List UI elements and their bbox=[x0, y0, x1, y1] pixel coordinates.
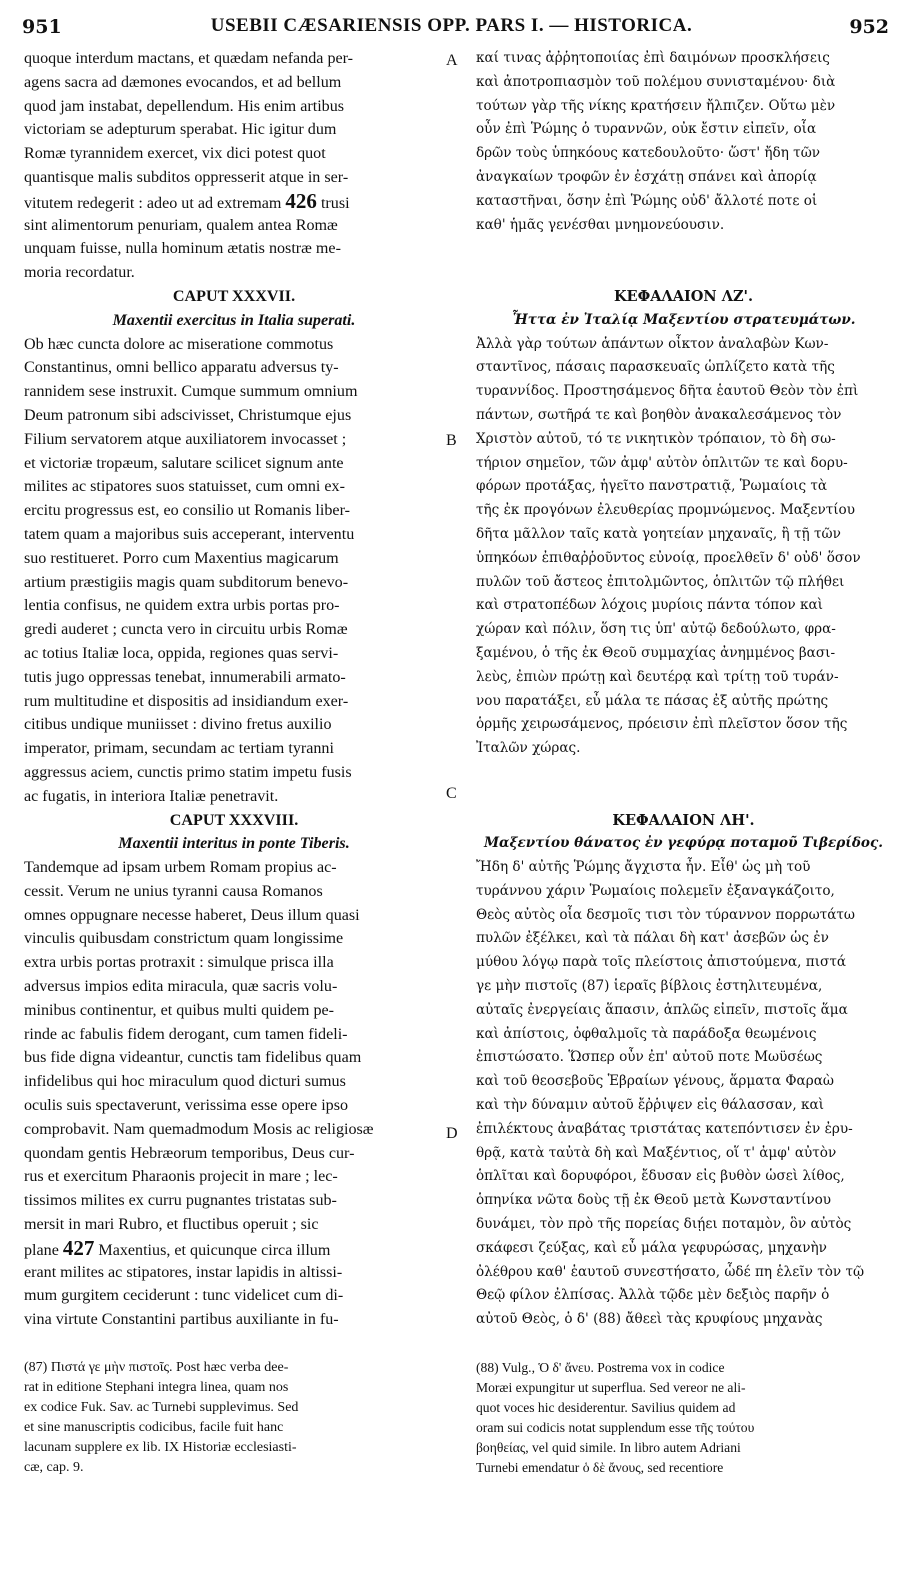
greek-text-line: τῆς ἐκ προγόνων ἐλευθερίας προμνώμενος. Μαξεντίου bbox=[476, 502, 856, 519]
latin-text-line: tatem quam a majoribus suis acceperant, interventu bbox=[24, 525, 355, 543]
latin-text-line: oculis suis spectaverunt, verissima esse opere ipso bbox=[24, 1097, 349, 1115]
greek-text-line: καὶ τοῦ θεοσεβοῦς Ἑβραίων γένους, ἅρματα Φαραὼ bbox=[476, 1073, 834, 1090]
page-number-right: 952 bbox=[849, 16, 889, 38]
greek-text-line: θρᾷ, κατὰ ταὐτὰ δὴ καὶ Μαξέντιος, οἵ τ' ἀμφ' αὐτὸν bbox=[476, 1144, 837, 1161]
greek-text-line: πυλῶν ἐξέλκει, καὶ τὰ πάλαι δὴ κατ' ἀσεβῶν ὡς ἐν bbox=[476, 930, 829, 947]
latin-column bbox=[24, 47, 444, 1332]
footnote-line: et sine manuscriptis codicibus, facile fuit hanc bbox=[24, 1420, 284, 1435]
latin-text-line: bus fide digna videantur, cunctis tam fidelibus quam bbox=[24, 1049, 362, 1067]
latin-text-line: ac fugatis, in interiora Italiæ penetravit. bbox=[24, 787, 279, 805]
latin-text-line: citibus undique muniisset : divino fretus auxilio bbox=[24, 716, 332, 734]
greek-text-line: ὀλέθρου καθ' ἑαυτοῦ συνεστήσατο, ὧδέ πη ἑλεῖν τὸν τῷ bbox=[476, 1263, 865, 1280]
greek-spacer bbox=[476, 785, 891, 809]
latin-text-line: Ob hæc cuncta dolore ac miseratione commotus bbox=[24, 335, 334, 353]
greek-text-line: Ἀλλὰ γὰρ τούτων ἁπάντων οἶκτον ἀναλαβὼν Κων- bbox=[476, 335, 829, 352]
greek-text-line: καί τινας ἀῤῥητοποιίας ἐπὶ δαιμόνων προσκλήσεις bbox=[476, 50, 830, 66]
latin-text-line bbox=[24, 1237, 444, 1261]
latin-text-line: milites ac stipatores suos statuisset, cum omni ex- bbox=[24, 478, 345, 496]
latin-text-line: vina virtute Constantini partibus auxiliante in fu- bbox=[24, 1311, 339, 1329]
latin-text-line: victoriam se adepturum sperabat. Hic igitur dum bbox=[24, 121, 337, 139]
line-segment: vitutem redegerit : adeo ut ad extremam bbox=[24, 194, 286, 212]
latin-text-line: artium præstigiis magis quam subditorum benevo- bbox=[24, 573, 349, 591]
latin-chapter-heading: CAPUT XXXVII. bbox=[172, 287, 296, 305]
latin-text-line: imperator, primam, secundam ac tertiam tyranni bbox=[24, 740, 334, 758]
latin-text-line: mum gurgitem ceciderunt : tunc videlicet cum di- bbox=[24, 1287, 344, 1305]
greek-column bbox=[476, 47, 891, 1332]
greek-text-line: δῆτα μᾶλλον ταῖς κατὰ γοητείαν μηχαναῖς, ἢ τῇ τῶν bbox=[476, 525, 841, 542]
footnote-line: Turnebi emendatur ὁ δὲ ἄνους, sed recentiore bbox=[476, 1460, 724, 1475]
latin-text-line: minibus continentur, et quibus multi quidem pe- bbox=[24, 1001, 335, 1019]
page-header bbox=[0, 10, 903, 44]
latin-text-line: Filium servatorem atque auxiliatorem invocasset ; bbox=[24, 430, 347, 448]
greek-text-line: ἐπιλέκτους ἀναβάτας τριστάτας κατεπόντισεν ἐν ἐρυ- bbox=[476, 1120, 853, 1137]
greek-text-line: φόρων προτάξας, ἡγεῖτο πανστρατιᾷ, Ῥωμαίοις τὰ bbox=[476, 478, 828, 495]
margin-marker-d: D bbox=[446, 1125, 458, 1142]
latin-text-line: tissimos milites ex curru pugnantes tristatas sub- bbox=[24, 1192, 337, 1210]
latin-text-line: quod jam instabat, depellendum. His enim artibus bbox=[24, 97, 345, 115]
footnote-line: lacunam supplere ex lib. IX Historiæ ecclesiasti- bbox=[24, 1440, 297, 1455]
greek-text-line: καὶ στρατοπέδων λόχοις μυρίοις πάντα τόπον καὶ bbox=[476, 597, 823, 614]
footnote-line: oram sui codicis notat supplendum esse τῆς τούτου bbox=[476, 1420, 755, 1435]
latin-text-line: moria recordatur. bbox=[24, 264, 135, 282]
latin-chapter-heading: CAPUT XXXVIII. bbox=[169, 811, 299, 829]
greek-text-line: Ἰταλῶν χώρας. bbox=[476, 740, 581, 757]
latin-text-line: aggressus aciem, cunctis primo statim impetu fusis bbox=[24, 763, 352, 781]
running-title: USEBII CÆSARIENSIS OPP. PARS I. — HISTORICA. bbox=[210, 15, 693, 36]
footnote-line: (88) Vulg., Ὁ δ' ἄνευ. Postrema vox in codice bbox=[476, 1360, 725, 1375]
latin-text-line: tutis jugo oppressas tenebat, innumerabili armato- bbox=[24, 668, 346, 686]
greek-text-line: καὶ ἀποτροπιασμὸν τοῦ πολέμου συνισταμένου· διὰ bbox=[476, 73, 836, 90]
latin-text-line: rum multitudine et dispositis ad insidiandum exer- bbox=[24, 692, 349, 710]
greek-text-line: μύθου λόγῳ παρὰ τοῖς πλείστοις ἀπιστούμενα, πιστά bbox=[476, 954, 847, 971]
latin-text-line: rus et exercitum Pharaonis projecit in mare ; lec- bbox=[24, 1168, 338, 1186]
greek-text-line: καὶ ἀπίστοις, ὀφθαλμοῖς τὰ παράδοξα θεωμένοις bbox=[476, 1025, 817, 1042]
latin-text-line: unquam fuisse, nulla hominum ætatis nostræ me- bbox=[24, 240, 341, 258]
greek-text-line: καθ' ἡμᾶς γενέσθαι μνημονεύουσιν. bbox=[476, 216, 725, 233]
greek-text-line: λεὺς, ἐπιὼν πρώτῃ καὶ δευτέρᾳ καὶ τρίτῃ τοῦ τυράν- bbox=[476, 668, 839, 685]
greek-text-line: χώραν καὶ πόλιν, ὅση τις ὑπ' αὐτῷ δεδούλωτο, φρα- bbox=[476, 621, 836, 638]
greek-chapter-heading: ΚΕΦΑΛΑΙΟΝ ΛΗ'. bbox=[612, 811, 755, 829]
footnote-right bbox=[476, 1358, 891, 1478]
section-number: 426 bbox=[285, 189, 317, 213]
latin-text-line: gredi auderet ; cuncta vero in circuitu urbis Romæ bbox=[24, 621, 348, 639]
greek-chapter-subtitle: Ἧττα ἐν Ἰταλίᾳ Μαξεντίου στρατευμάτων. bbox=[511, 311, 856, 328]
greek-chapter-heading: ΚΕΦΑΛΑΙΟΝ ΛΖ'. bbox=[613, 287, 754, 305]
latin-text-line: Romæ tyrannidem exercet, vix dici potest quot bbox=[24, 145, 326, 163]
margin-marker-c: C bbox=[446, 785, 457, 802]
latin-text-line: suo restitueret. Porro cum Maxentius magicarum bbox=[24, 549, 339, 567]
latin-text-line: infidelibus qui hoc miraculum quod dicturi sumus bbox=[24, 1073, 346, 1091]
greek-text-line: δυνάμει, τὸν πρὸ τῆς πορείας διῄει ποταμὸν, ὃν αὐτὸς bbox=[476, 1216, 852, 1233]
greek-chapter-subtitle: Μαξεντίου θάνατος ἐν γεφύρᾳ ποταμοῦ Τιβερίδος. bbox=[483, 835, 884, 852]
latin-text-line: extra urbis portas protraxit : simulque prisca illa bbox=[24, 954, 334, 972]
greek-text-line: Θεῷ φίλον ἐλπίσας. Ἀλλὰ τῷδε μὲν δεξιὸς παρῆν ὁ bbox=[476, 1287, 830, 1304]
footnote-line: quot voces hic desiderentur. Savilius quidem ad bbox=[476, 1400, 736, 1415]
latin-text-line: lentia confisus, ne quidem extra urbis portas pro- bbox=[24, 597, 340, 615]
latin-text-line: Tandemque ad ipsam urbem Romam propius ac- bbox=[24, 859, 337, 877]
greek-text-line: ὁπηνίκα νῶτα δοὺς τῇ ἐκ Θεοῦ μετὰ Κωνσταντίνου bbox=[476, 1192, 832, 1209]
greek-text-line: σκάφεσι ζεύξας, καὶ εὖ μάλα γεφυρώσας, μηχανὴν bbox=[476, 1239, 827, 1256]
greek-text-line: ὁπλῖται καὶ δορυφόροι, ἔδυσαν εἰς βυθὸν ὡσεὶ λίθος, bbox=[476, 1168, 845, 1185]
greek-text-line: ἐπιστώσατο. Ὥσπερ οὖν ἐπ' αὐτοῦ ποτε Μωϋσέως bbox=[476, 1049, 823, 1066]
greek-text-line: νου παρατάξει, εὖ μάλα τε πάσας ἐξ αὐτῆς πρώτης bbox=[476, 692, 829, 709]
greek-text-line: καὶ τὴν δύναμιν αὐτοῦ ἔῤῥιψεν εἰς θάλασσαν, καὶ bbox=[476, 1097, 824, 1114]
greek-text-line: σταντῖνος, πάσαις παρασκευαῖς ὡπλίζετο κατὰ τῆς bbox=[476, 359, 835, 376]
greek-text-line: πάντων, σωτῆρά τε καὶ βοηθὸν ἀνακαλεσάμενος τὸν bbox=[476, 406, 842, 423]
latin-text-line: quondam gentis Hebræorum temporibus, Deus cur- bbox=[24, 1144, 355, 1162]
footnote-line: (87) Πιστά γε μὴν πιστοῖς. Post hæc verba dee- bbox=[24, 1360, 289, 1375]
greek-text-line: τήριον σημεῖον, τῶν ἀμφ' αὐτὸν ὁπλιτῶν τε καὶ δορυ- bbox=[476, 454, 848, 471]
greek-text-line: δρῶν τοὺς ὑπηκόους κατεδουλοῦτο· ὥστ' ἤδη τῶν bbox=[476, 145, 821, 162]
greek-text-line: Χριστὸν αὐτοῦ, τό τε νικητικὸν τρόπαιον, τὸ δὴ σω- bbox=[476, 430, 836, 447]
latin-text-line: rinde ac fabulis fidem derogant, cum tamen fideli- bbox=[24, 1025, 348, 1043]
greek-text-line: ξαμένου, ὁ τῆς ἐκ Θεοῦ συμμαχίας ἀνημμένος βασι- bbox=[476, 644, 836, 661]
latin-text-line bbox=[24, 190, 444, 214]
footnote-line: rat in editione Stephani integra linea, quam nos bbox=[24, 1380, 289, 1395]
line-segment: Maxentius, et quicunque circa illum bbox=[94, 1241, 331, 1259]
latin-text-line: quantisque malis subditos oppresserit atque in ser- bbox=[24, 168, 349, 186]
latin-text-line: comprobavit. Nam quemadmodum Mosis ac religiosæ bbox=[24, 1120, 374, 1138]
margin-marker-b: B bbox=[446, 432, 457, 449]
footnote-left bbox=[24, 1358, 444, 1478]
greek-text-line: τούτων γὰρ τῆς νίκης κρατήσειν ἤλπιζεν. Οὕτω μὲν bbox=[476, 97, 836, 114]
latin-text-line: omnes oppugnare necesse haberet, Deus illum quasi bbox=[24, 906, 360, 924]
latin-text-line: vinculis quibusdam constrictum quam longissime bbox=[24, 930, 344, 948]
greek-text-line: ἀναγκαίων τροφῶν ἐν ἐσχάτῃ σπάνει καὶ ἀπορίᾳ bbox=[476, 168, 817, 185]
latin-text-line: Deum patronum sibi adscivisset, Christumque ejus bbox=[24, 406, 352, 424]
line-segment: trusi bbox=[316, 194, 350, 212]
section-number: 427 bbox=[62, 1236, 95, 1260]
page-number-left: 951 bbox=[22, 16, 62, 38]
greek-spacer bbox=[476, 261, 891, 285]
latin-text-line: et victoriæ tropæum, salutare scilicet signum ante bbox=[24, 454, 344, 472]
greek-text-line: γε μὴν πιστοῖς (87) ἱεραῖς βίβλοις ἐστηλιτευμένα, bbox=[476, 978, 823, 995]
greek-text-line: Θεὸς αὐτὸς οἷα δεσμοῖς τισι τὸν τύραννον πορρωτάτω bbox=[476, 906, 856, 923]
greek-text-line: τυραννίδος. Προστησάμενος δῆτα ἑαυτοῦ Θεὸν τὸν ἐπὶ bbox=[476, 383, 859, 400]
greek-text-line: καταστῆναι, ὅσην ἐπὶ Ῥώμης οὐδ' ἄλλοτέ ποτε οἱ bbox=[476, 192, 818, 209]
latin-text-line: sint alimentorum penuriam, qualem antea Romæ bbox=[24, 216, 338, 234]
footnote-line: Moræi expungitur ut superflua. Sed vereor ne ali- bbox=[476, 1380, 746, 1395]
greek-spacer bbox=[476, 761, 891, 785]
latin-text-line: ercitu progressus est, eo consilio ut Romanis liber- bbox=[24, 502, 350, 520]
footnote-line: cæ, cap. 9. bbox=[24, 1460, 84, 1475]
latin-text-line: agens sacra ad dæmones evocandos, et ad bellum bbox=[24, 73, 342, 91]
greek-text-line: αὐταῖς ἐνεργείαις ἅπασιν, ἁπλῶς εἰπεῖν, πιστοῖς ἅμα bbox=[476, 1001, 848, 1018]
greek-text-line: αὐτοῦ Θεὸς, ὁ δ' (88) ἄθεεὶ τὰς κρυφίους μηχανὰς bbox=[476, 1311, 823, 1328]
latin-text-line: rannidem sese instruxit. Cumque summum omnium bbox=[24, 383, 358, 401]
greek-text-line: ὑπηκόων ἐπιθαῤῥοῦντος εὐνοίᾳ, προελθεῖν δ' οὐδ' ὅσον bbox=[476, 549, 861, 566]
greek-spacer bbox=[476, 237, 891, 261]
greek-text-line: πυλῶν τοῦ ἄστεος ἐπιτολμῶντος, ὁπλιτῶν τῷ πλήθει bbox=[476, 573, 845, 590]
greek-text-line: Ἤδη δ' αὐτῆς Ῥώμης ἄγχιστα ἦν. Εἶθ' ὡς μὴ τοῦ bbox=[476, 859, 811, 876]
latin-text-line: adversus impios edita miracula, quæ sacris volu- bbox=[24, 978, 338, 996]
footnote-line: βοηθείας, vel quid simile. In libro autem Adriani bbox=[476, 1440, 741, 1455]
greek-text-line: ὁρμῆς χειρωσάμενος, πρόεισιν ἐπὶ πλεῖστον ὅσον τῆς bbox=[476, 716, 848, 733]
greek-text-line: τυράννου χάριν Ῥωμαίοις πολεμεῖν ἐξαναγκάζοιτο, bbox=[476, 882, 835, 899]
margin-marker-a: A bbox=[446, 52, 458, 69]
line-segment: plane bbox=[24, 1241, 63, 1259]
latin-text-line: quoque interdum mactans, et quædam nefanda per- bbox=[24, 50, 354, 67]
footnote-line: ex codice Fuk. Sav. ac Turnebi supplevimus. Sed bbox=[24, 1400, 299, 1415]
latin-text-line: Constantinus, omni bellico apparatu adversus ty- bbox=[24, 359, 339, 377]
latin-text-line: cessit. Verum ne unius tyranni causa Romanos bbox=[24, 882, 323, 900]
latin-text-line: mersit in mari Rubro, et fluctibus operuit ; sic bbox=[24, 1216, 319, 1234]
greek-text-line: οὖν ἐπὶ Ῥώμης ὁ τυραννῶν, οὐκ ἔστιν εἰπεῖν, οἷα bbox=[476, 121, 817, 138]
latin-chapter-subtitle: Maxentii interitus in ponte Tiberis. bbox=[118, 835, 350, 853]
latin-text-line: erant milites ac stipatores, instar lapidis in altissi- bbox=[24, 1263, 343, 1281]
latin-text-line: ac totius Italiæ loca, oppida, regiones quas servi- bbox=[24, 644, 339, 662]
latin-chapter-subtitle: Maxentii exercitus in Italia superati. bbox=[112, 311, 356, 329]
